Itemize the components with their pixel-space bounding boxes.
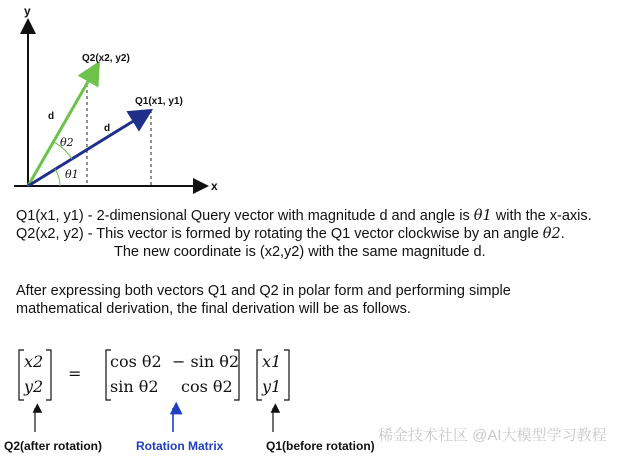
x-axis-label: x — [211, 179, 218, 193]
description-line-3: The new coordinate is (x2,y2) with the same magnitude d. — [114, 244, 486, 260]
theta1-arc — [55, 169, 60, 186]
rhs-right-bracket — [284, 350, 289, 400]
description-line-1: Q1(x1, y1) - 2-dimensional Query vector with magnitude d and angle is θ1 with the x-axis. — [16, 208, 592, 224]
lhs-top: x2 — [24, 352, 44, 371]
rhs-top: x1 — [262, 352, 282, 371]
watermark: 稀金技术社区 @AI大模型学习教程 — [378, 427, 607, 444]
description-line-2: Q2(x2, y2) - This vector is formed by rotating the Q1 vector clockwise by an angle θ2. — [16, 226, 565, 242]
caption-rotation-matrix: Rotation Matrix — [136, 439, 224, 453]
y-axis-label: y — [24, 4, 31, 18]
matrix-m11: cos θ2 — [110, 352, 162, 371]
paragraph-line-2: mathematical derivation, the final derivation will be as follows. — [16, 301, 411, 317]
rhs-bottom: y1 — [262, 377, 282, 396]
q2-label: Q2(x2, y2) — [82, 53, 130, 64]
theta2-inline: θ2 — [542, 226, 561, 242]
lhs-bottom: y2 — [24, 377, 44, 396]
q2-magnitude-label: d — [48, 111, 55, 122]
matrix-m21: sin θ2 — [110, 377, 159, 396]
vector-diagram — [0, 0, 640, 200]
lhs-right-bracket — [46, 350, 51, 400]
equals-sign: = — [68, 364, 82, 383]
theta1-inline: θ1 — [473, 208, 492, 224]
matrix-m22: cos θ2 — [181, 377, 233, 396]
caption-after-rotation: Q2(after rotation) — [4, 439, 103, 453]
q1-magnitude-label: d — [104, 123, 111, 134]
q1-vector — [28, 112, 148, 186]
q1-label: Q1(x1, y1) — [135, 96, 183, 107]
caption-before-rotation: Q1(before rotation) — [266, 439, 375, 453]
theta2-label: θ2 — [60, 136, 74, 149]
matrix-m12: − sin θ2 — [172, 352, 240, 371]
paragraph-line-1: After expressing both vectors Q1 and Q2 in polar form and performing simple — [16, 283, 511, 299]
matrix-brackets — [0, 345, 640, 405]
theta1-label: θ1 — [65, 168, 79, 181]
